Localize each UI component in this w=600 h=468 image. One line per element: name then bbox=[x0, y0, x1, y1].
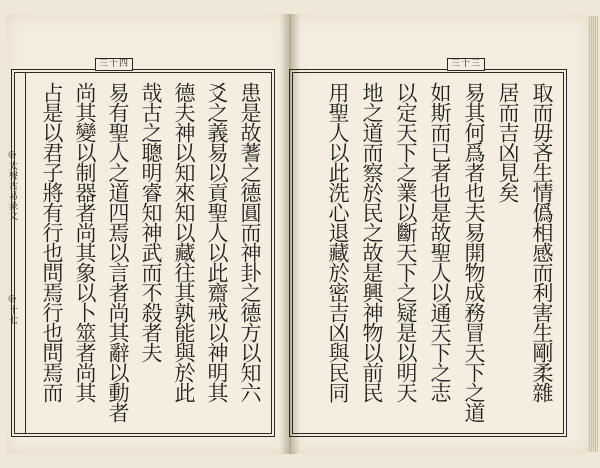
right-column-3: 易其何爲者也夫易開物成務冒天下之道 bbox=[462, 82, 486, 422]
page-edges bbox=[588, 16, 598, 452]
margin-folio: ◎十七 bbox=[7, 294, 17, 325]
right-column-4: 如斯而已者也是故聖人以通天下之志 bbox=[428, 82, 452, 402]
right-column-1: 取而毋吝生情僞相感而利害生剛柔雜 bbox=[530, 82, 554, 402]
left-column-6: 尚其變以制器者尚其象以卜筮者尚其 bbox=[73, 82, 97, 402]
left-column-2: 爻之義易以貢聖人以此齋戒以神明其 bbox=[205, 82, 229, 402]
left-column-3: 德夫神以知來知以藏往其孰能與於此 bbox=[172, 82, 196, 402]
left-page-number: 三十四 bbox=[95, 58, 133, 71]
right-column-5: 以定天下之業以斷天下之疑是以明天 bbox=[394, 82, 418, 402]
right-column-2: 居而吉凶見矣 bbox=[496, 82, 520, 202]
right-column-6: 地之道而察於民之故是興神物以前民 bbox=[360, 82, 384, 402]
left-column-7: 占是以君子將有行也問焉行也問焉而 bbox=[40, 82, 64, 402]
right-page-number: 三十三 bbox=[447, 58, 485, 71]
left-column-5: 易有聖人之道四焉以言者尚其辭以動者 bbox=[106, 82, 130, 422]
margin-book-title: ◎太聲古易彖文 bbox=[7, 150, 17, 221]
left-margin-strip bbox=[6, 72, 26, 434]
left-column-4: 哉古之聰明睿知神武而不殺者夫 bbox=[139, 82, 163, 362]
left-column-1: 患是故蓍之德圓而神卦之德方以知六 bbox=[238, 82, 262, 402]
right-column-7: 用聖人以此洗心退藏於密吉凶與民同 bbox=[326, 82, 350, 402]
